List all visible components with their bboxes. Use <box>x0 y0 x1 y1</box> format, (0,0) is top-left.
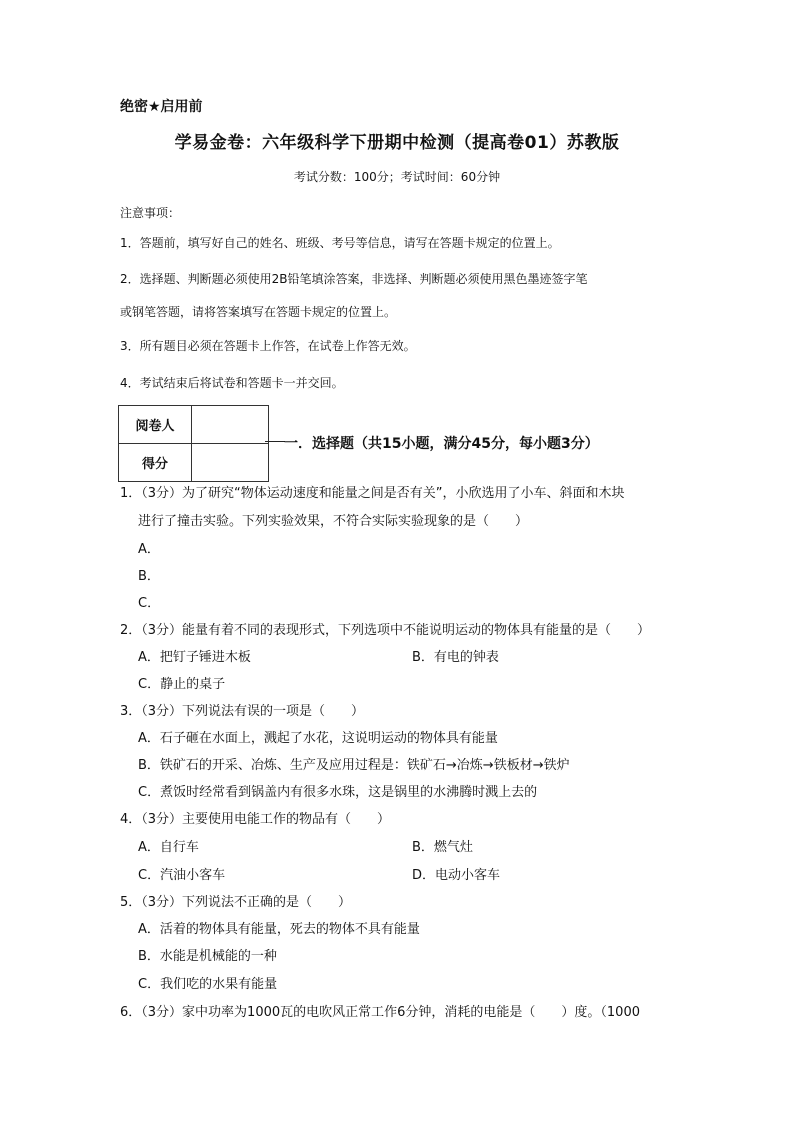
option-c: C．汽油小客车 <box>138 868 226 883</box>
notice-item: 2．选择题、判断题必须使用2B铅笔填涂答案，非选择、判断题必须使用黑色墨迹签字笔 <box>120 272 588 286</box>
option-c: C． <box>138 596 161 611</box>
option-b: B．铁矿石的开采、冶炼、生产及应用过程是：铁矿石→冶炼→铁板材→铁炉 <box>138 758 570 773</box>
question-stem: 2．（3分）能量有着不同的表现形式，下列选项中不能说明运动的物体具有能量的是（ ） <box>120 623 651 638</box>
option-a: A．把钉子锤进木板 <box>138 650 251 665</box>
option-b: B．有电的钟表 <box>412 650 499 665</box>
secret-label: 绝密★启用前 <box>120 99 203 115</box>
section-title: 一．选择题（共15小题，满分45分，每小题3分） <box>284 436 599 452</box>
option-b: B． <box>138 569 160 584</box>
question-stem: 4．（3分）主要使用电能工作的物品有（ ） <box>120 812 391 827</box>
exam-info: 考试分数：100分；考试时间：60分钟 <box>293 170 501 184</box>
question-stem-continued: 进行了撞击实验。下列实验效果，不符合实际实验现象的是（ ） <box>138 514 529 529</box>
option-a: A．自行车 <box>138 840 199 855</box>
option-c: C．静止的桌子 <box>138 677 226 692</box>
score-label: 得分 <box>119 444 192 482</box>
question-stem: 6．（3分）家中功率为1000瓦的电吹风正常工作6分钟，消耗的电能是（ ）度。（1000 <box>120 1005 640 1020</box>
score-table <box>118 405 269 482</box>
option-b: B．水能是机械能的一种 <box>138 949 277 964</box>
notice-item: 4．考试结束后将试卷和答题卡一并交回。 <box>120 376 344 390</box>
score-cell <box>192 444 269 482</box>
option-b: B．燃气灶 <box>412 840 473 855</box>
option-c: C．我们吃的水果有能量 <box>138 977 278 992</box>
reviewer-label: 阅卷人 <box>119 406 192 444</box>
option-d: D．电动小客车 <box>412 868 501 883</box>
notice-heading: 注意事项： <box>120 206 181 220</box>
question-stem: 3．（3分）下列说法有误的一项是（ ） <box>120 704 365 719</box>
page-title: 学易金卷：六年级科学下册期中检测（提高卷01）苏教版 <box>174 133 620 153</box>
notice-item: 1．答题前，填写好自己的姓名、班级、考号等信息，请写在答题卡规定的位置上。 <box>120 236 560 250</box>
question-stem: 1．（3分）为了研究“物体运动速度和能量之间是否有关”，小欣选用了小车、斜面和木块 <box>120 486 625 501</box>
option-a: A． <box>138 542 160 557</box>
question-stem: 5．（3分）下列说法不正确的是（ ） <box>120 895 352 910</box>
section-connector-line <box>265 441 285 442</box>
notice-item: 3．所有题目必须在答题卡上作答，在试卷上作答无效。 <box>120 339 416 353</box>
option-a: A．石子砸在水面上，溅起了水花，这说明运动的物体具有能量 <box>138 731 498 746</box>
option-c: C．煮饭时经常看到锅盖内有很多水珠，这是锅里的水沸腾时溅上去的 <box>138 785 538 800</box>
option-a: A．活着的物体具有能量，死去的物体不具有能量 <box>138 922 420 937</box>
reviewer-cell <box>192 406 269 444</box>
notice-item: 或钢笔答题，请将答案填写在答题卡规定的位置上。 <box>120 305 397 319</box>
